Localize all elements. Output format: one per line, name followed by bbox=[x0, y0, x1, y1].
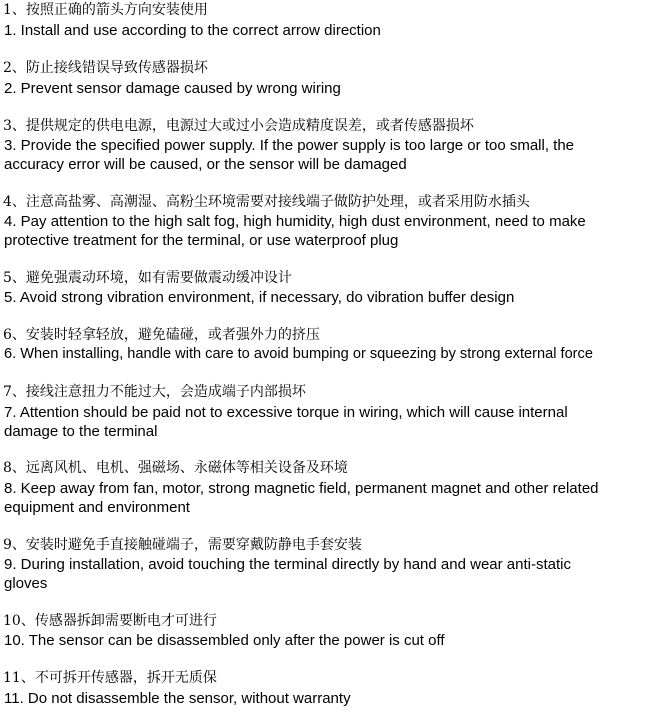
note-9-english-line-2: gloves bbox=[4, 575, 48, 592]
note-7-chinese: 7、接线注意扭力不能过大，会造成端子内部损坏 bbox=[3, 384, 306, 400]
note-4-english-line-2: protective treatment for the terminal, or use waterproof plug bbox=[4, 232, 399, 249]
note-1-chinese: 1、按照正确的箭头方向安装使用 bbox=[3, 2, 208, 18]
note-7-english-line-1: 7. Attention should be paid not to excessive torque in wiring, which will cause internal bbox=[4, 404, 568, 421]
note-5-english: 5. Avoid strong vibration environment, if necessary, do vibration buffer design bbox=[4, 289, 515, 306]
note-3-english-line-2: accuracy error will be caused, or the sensor will be damaged bbox=[4, 156, 407, 173]
note-9-english-line-1: 9. During installation, avoid touching the terminal directly by hand and wear anti-static bbox=[4, 556, 571, 573]
note-10-english: 10. The sensor can be disassembled only after the power is cut off bbox=[4, 632, 445, 649]
note-6-chinese: 6、安装时轻拿轻放，避免磕碰，或者强外力的挤压 bbox=[3, 327, 320, 343]
note-4-english-line-1: 4. Pay attention to the high salt fog, high humidity, high dust environment, need to make bbox=[4, 213, 586, 230]
note-1-english: 1. Install and use according to the correct arrow direction bbox=[4, 22, 381, 39]
note-8-chinese: 8、远离风机、电机、强磁场、永磁体等相关设备及环境 bbox=[3, 460, 348, 476]
note-11-chinese: 11、不可拆开传感器，拆开无质保 bbox=[3, 670, 217, 686]
note-3-chinese: 3、提供规定的供电电源，电源过大或过小会造成精度误差，或者传感器损坏 bbox=[3, 118, 474, 134]
note-5-chinese: 5、避免强震动环境，如有需要做震动缓冲设计 bbox=[3, 270, 292, 286]
note-10-chinese: 10、传感器拆卸需要断电才可进行 bbox=[3, 613, 217, 629]
note-4-chinese: 4、注意高盐雾、高潮湿、高粉尘环境需要对接线端子做防护处理，或者采用防水插头 bbox=[3, 194, 530, 210]
note-8-english-line-1: 8. Keep away from fan, motor, strong magnetic field, permanent magnet and other related bbox=[4, 480, 599, 497]
note-3-english-line-1: 3. Provide the specified power supply. If the power supply is too large or too small, the bbox=[4, 137, 575, 154]
note-9-chinese: 9、安装时避免手直接触碰端子，需要穿戴防静电手套安装 bbox=[3, 537, 362, 553]
note-11-english: 11. Do not disassemble the sensor, without warranty bbox=[4, 690, 351, 707]
note-6-english: 6. When installing, handle with care to avoid bumping or squeezing by strong external force bbox=[4, 346, 593, 362]
note-2-english: 2. Prevent sensor damage caused by wrong wiring bbox=[4, 80, 341, 97]
note-8-english-line-2: equipment and environment bbox=[4, 499, 190, 516]
note-2-chinese: 2、防止接线错误导致传感器损坏 bbox=[3, 60, 208, 76]
note-7-english-line-2: damage to the terminal bbox=[4, 423, 158, 440]
